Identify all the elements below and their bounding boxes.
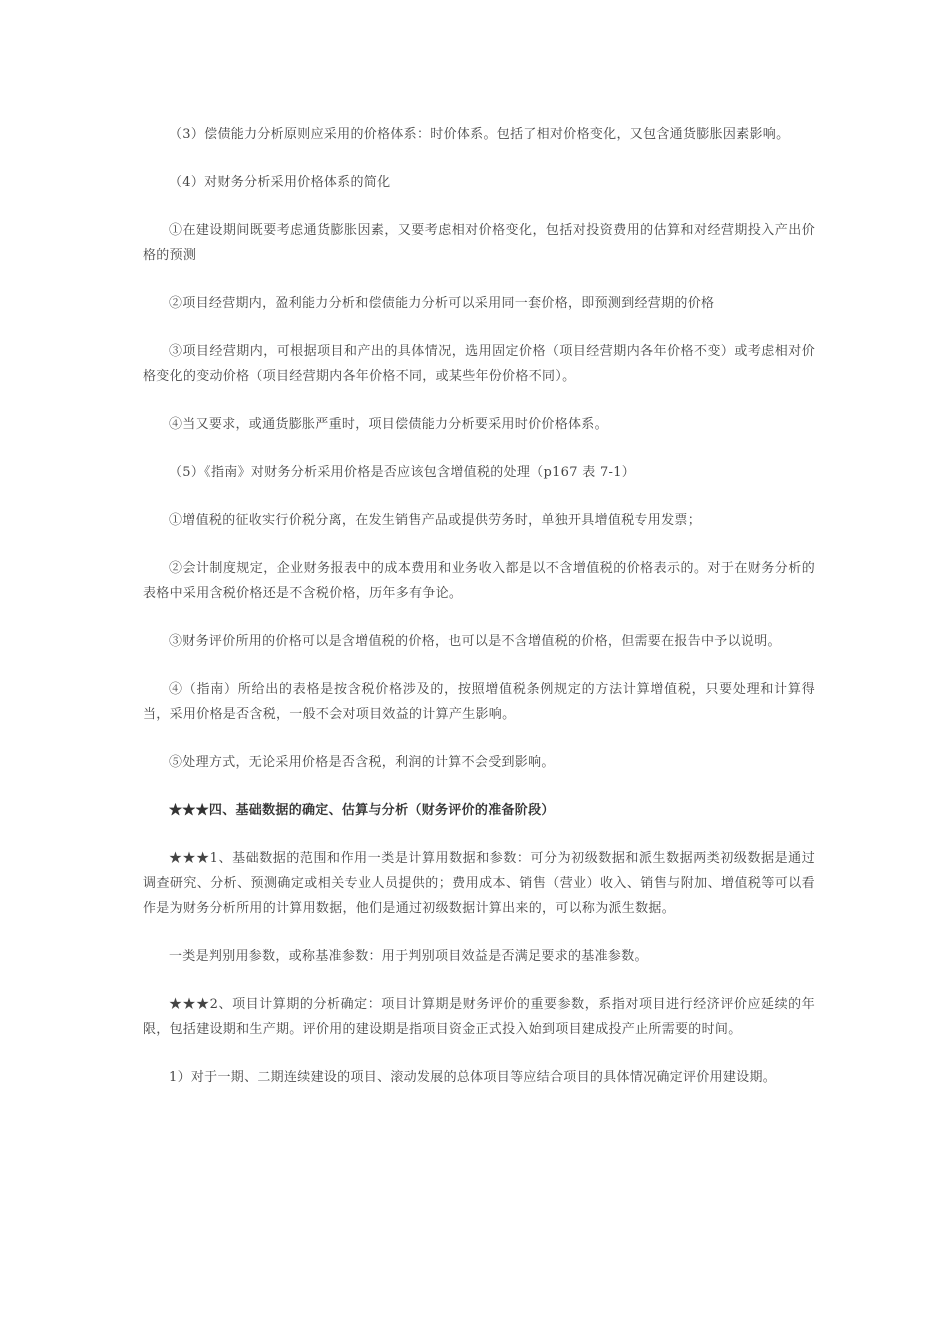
paragraph-vat-item-4: ④（指南）所给出的表格是按含税价格涉及的，按照增值税条例规定的方法计算增值税，只要处理和计算得当，采用价格是否含税，一般不会对项目效益的计算产生影响。 [143,682,815,722]
paragraph-price-simplification-title: （4）对财务分析采用价格体系的简化 [169,175,391,190]
paragraph-vat-title: （5）《指南》对财务分析采用价格是否应该包含增值税的处理（p167 表 7-1） [169,465,636,480]
paragraph-calculation-period: ★★★2、项目计算期的分析确定：项目计算期是财务评价的重要参数，系指对项目进行经济评价应延续的年限，包括建设期和生产期。评价用的建设期是指项目资金正式投入始到项目建成投产止所需要的时间。 [143,997,815,1037]
paragraph-vat-item-2: ②会计制度规定，企业财务报表中的成本费用和业务收入都是以不含增值税的价格表示的。对于在财务分析的表格中采用含税价格还是不含税价格，历年多有争论。 [143,561,815,601]
paragraph-simplification-item-3: ③项目经营期内，可根据项目和产出的具体情况，选用固定价格（项目经营期内各年价格不变）或考虑相对价格变化的变动价格（项目经营期内各年价格不同，或某些年份价格不同）。 [143,344,815,384]
paragraph-basic-data-scope: ★★★1、基础数据的范围和作用一类是计算用数据和参数：可分为初级数据和派生数据两类初级数据是通过调查研究、分析、预测确定或相关专业人员提供的；费用成本、销售（营业）收入、销售与附加、增值税等可以看作是为财务分析所用的计算用数据，他们是通过初级数据计算出来的，可以称为派生数据。 [143,851,815,916]
paragraph-vat-item-3: ③财务评价所用的价格可以是含增值税的价格，也可以是不含增值税的价格，但需要在报告中予以说明。 [169,634,781,649]
paragraph-vat-item-1: ①增值税的征收实行价税分离，在发生销售产品或提供劳务时，单独开具增值税专用发票； [169,513,702,528]
paragraph-simplification-item-2: ②项目经营期内，盈利能力分析和偿债能力分析可以采用同一套价格，即预测到经营期的价格 [169,296,715,311]
document-body [143,122,815,1113]
paragraph-benchmark-params: 一类是判别用参数，或称基准参数：用于判别项目效益是否满足要求的基准参数。 [169,949,648,964]
section-heading-basic-data: ★★★四、基础数据的确定、估算与分析（财务评价的准备阶段） [169,803,555,818]
paragraph-vat-item-5: ⑤处理方式，无论采用价格是否含税，利润的计算不会受到影响。 [169,755,555,770]
paragraph-debt-price-system: （3）偿债能力分析原则应采用的价格体系：时价体系。包括了相对价格变化，又包含通货膨胀因素影响。 [169,127,790,142]
paragraph-simplification-item-1: ①在建设期间既要考虑通货膨胀因素，又要考虑相对价格变化，包括对投资费用的估算和对经营期投入产出价格的预测 [143,223,815,263]
paragraph-simplification-item-4: ④当又要求，或通货膨胀严重时，项目偿债能力分析要采用时价价格体系。 [169,417,608,432]
paragraph-construction-period: 1）对于一期、二期连续建设的项目、滚动发展的总体项目等应结合项目的具体情况确定评价用建设期。 [169,1070,777,1085]
